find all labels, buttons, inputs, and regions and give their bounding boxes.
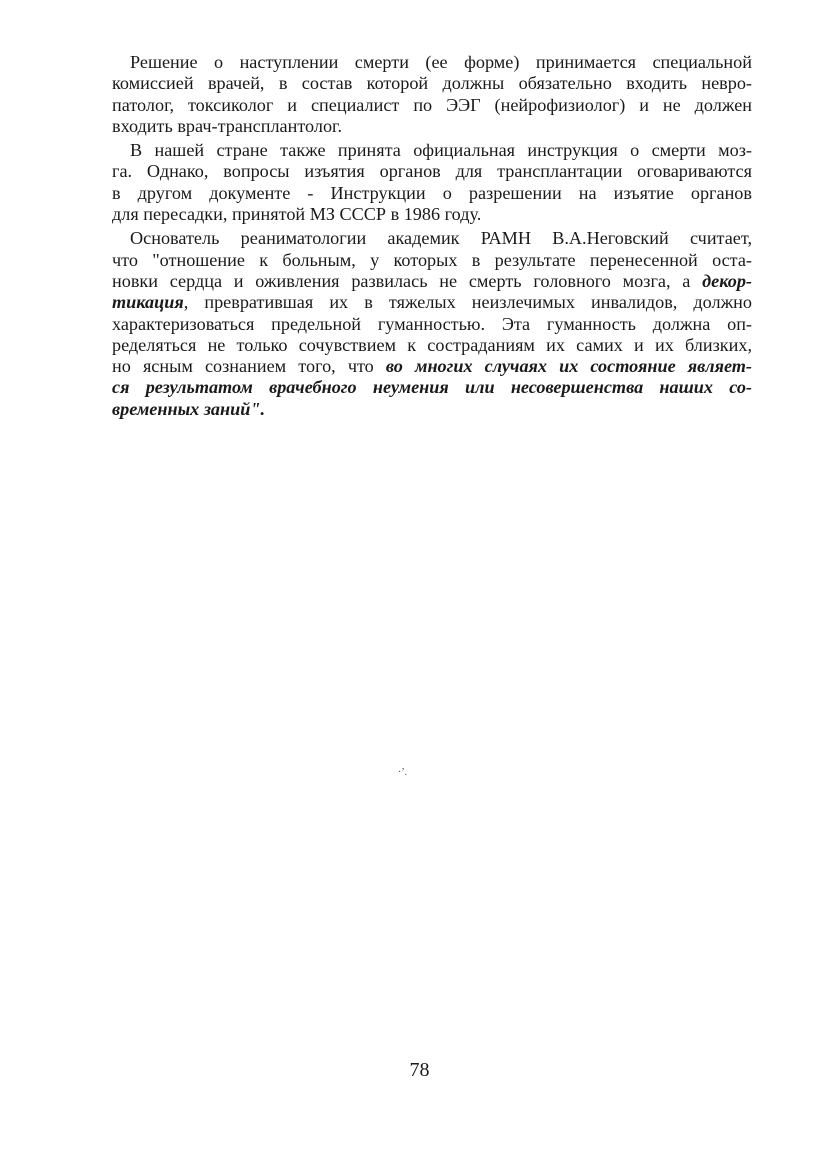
text-line — [112, 399, 752, 420]
text-line — [112, 52, 752, 73]
text-line — [112, 250, 752, 271]
text-segment: новки сердца и оживления развилась не смерть головного мозга, а — [112, 270, 703, 291]
text-segment: В нашей стране также принята официальная инструкция о смерти моз- — [130, 140, 752, 161]
text-line — [112, 314, 752, 335]
text-segment: входить врач-трансплантолог. — [112, 115, 343, 136]
text-line — [112, 73, 752, 94]
text-line — [112, 377, 752, 398]
text-segment: но ясным сознанием того, что — [112, 356, 386, 377]
paragraph — [112, 228, 752, 420]
text-line — [112, 228, 752, 249]
text-segment: для пересадки, принятой МЗ СССР в 1986 году. — [112, 204, 482, 225]
emphasized-text: временных заний". — [112, 398, 265, 419]
text-segment: что "отношение к больным, у которых в результате перенесенной оста- — [112, 249, 752, 270]
text-segment: патолог, токсиколог и специалист по ЭЭГ (нейрофизиолог) и не должен — [112, 94, 752, 115]
emphasized-text: тикация — [112, 292, 184, 313]
scan-speck: ·ʼ. — [398, 767, 408, 778]
text-segment: комиссией врачей, в состав которой должны обязательно входить невро- — [112, 73, 752, 94]
text-line — [112, 116, 752, 137]
text-line — [112, 204, 752, 225]
emphasized-text: декор- — [702, 270, 752, 291]
page-number: 78 — [409, 1059, 430, 1081]
text-line — [112, 183, 752, 204]
text-segment: га. Однако, вопросы изъятия органов для трансплантации оговариваются — [112, 161, 752, 182]
text-line — [112, 356, 752, 377]
text-segment: характеризоваться предельной гуманностью. Эта гуманность должна оп- — [112, 313, 752, 334]
text-line — [112, 271, 752, 292]
paragraph — [112, 140, 752, 225]
body-text — [112, 52, 752, 420]
text-line — [112, 140, 752, 161]
text-segment: , превратившая их в тяжелых неизлечимых инвалидов, должно — [183, 292, 752, 313]
text-line — [112, 335, 752, 356]
text-segment: в другом документе - Инструкции о разрешении на изъятие органов — [112, 182, 752, 203]
emphasized-text: во многих случаях их состояние являет- — [385, 356, 752, 377]
text-line — [112, 161, 752, 182]
emphasized-text: ся результатом врачебного неумения или несовершенства наших со- — [112, 377, 752, 398]
text-line — [112, 292, 752, 313]
text-segment: Решение о наступлении смерти (ее форме) принимается специальной — [130, 52, 752, 72]
text-segment: Основатель реаниматологии академик РАМН В.А.Неговский считает, — [130, 228, 752, 249]
text-line — [112, 95, 752, 116]
paragraph — [112, 52, 752, 137]
text-segment: ределяться не только сочувствием к состраданиям их самих и их близких, — [112, 334, 752, 355]
